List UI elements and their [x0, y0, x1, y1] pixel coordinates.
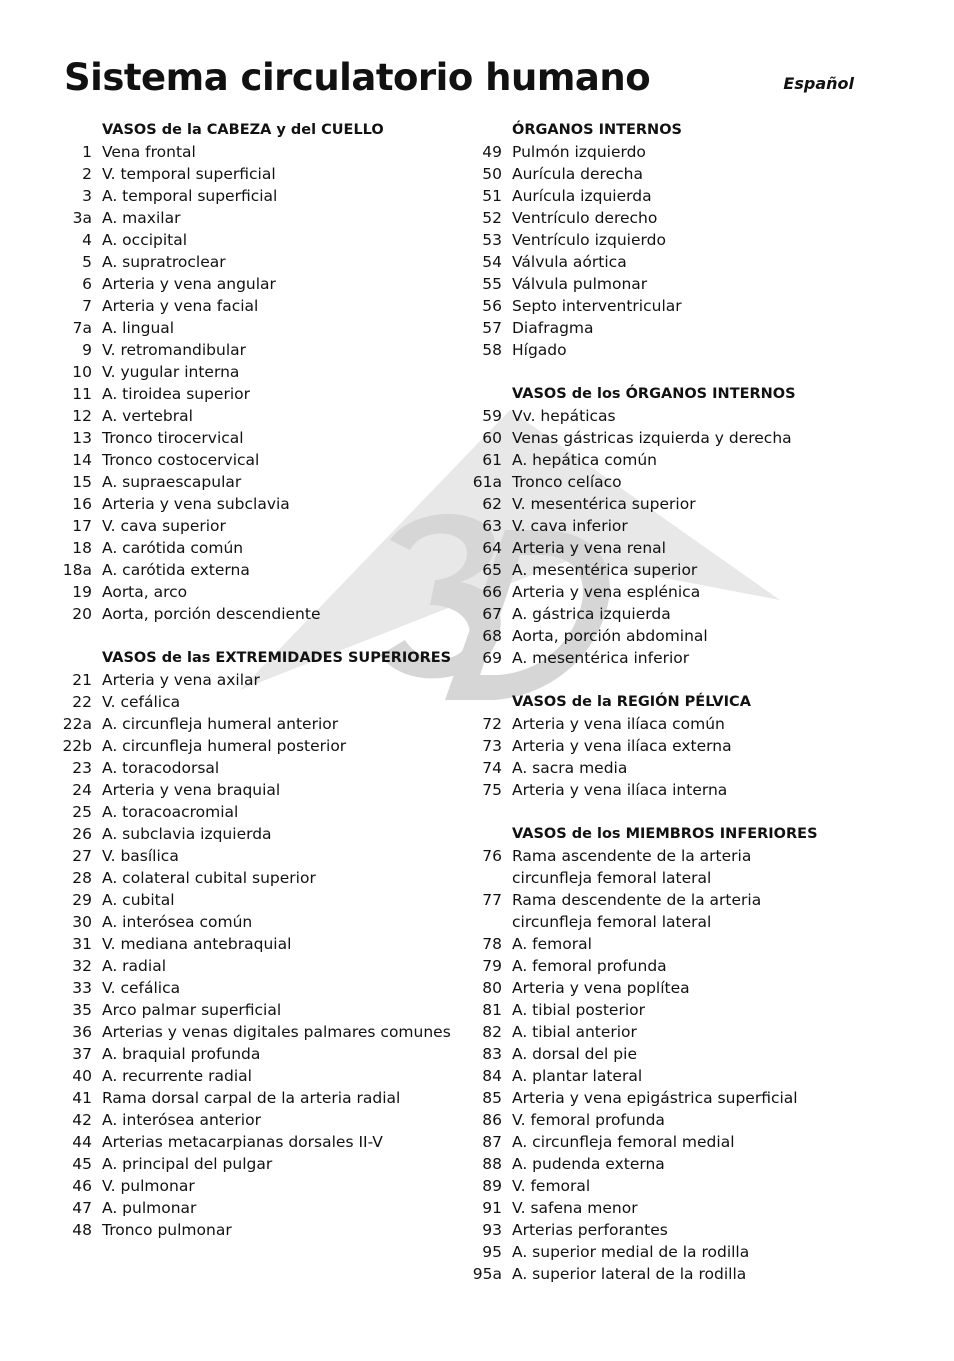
item-number: 89 [482, 1177, 502, 1195]
list-item [60, 471, 460, 493]
item-label: A. radial [102, 957, 167, 975]
list-item [470, 1087, 870, 1109]
item-number: 56 [482, 297, 502, 315]
list-item [470, 1065, 870, 1087]
item-label: Pulmón izquierdo [512, 143, 646, 161]
item-label: Rama descendente de la arteria circunfleja femoral lateral [512, 891, 762, 931]
item-number: 7 [82, 297, 92, 315]
item-label: Válvula pulmonar [512, 275, 648, 293]
item-label: A. pudenda externa [512, 1155, 665, 1173]
list-item [470, 977, 870, 999]
item-number: 83 [482, 1045, 502, 1063]
item-list [470, 141, 870, 361]
item-label: A. lingual [102, 319, 175, 337]
left-column [60, 119, 460, 1241]
list-item [470, 845, 870, 889]
item-label: A. carótida común [102, 539, 244, 557]
item-number: 33 [72, 979, 92, 997]
item-label: V. mesentérica superior [512, 495, 696, 513]
item-number: 10 [72, 363, 92, 381]
list-item [60, 141, 460, 163]
item-label: Hígado [512, 341, 567, 359]
list-item [470, 471, 870, 493]
item-label: Arterias metacarpianas dorsales II-V [102, 1133, 383, 1151]
item-label: V. yugular interna [102, 363, 240, 381]
item-label: Rama ascendente de la arteria circunfleja femoral lateral [512, 847, 752, 887]
list-item [60, 1021, 460, 1043]
list-item [60, 669, 460, 691]
item-label: V. femoral [512, 1177, 591, 1195]
list-item [470, 339, 870, 361]
item-number: 9 [82, 341, 92, 359]
item-number: 12 [72, 407, 92, 425]
item-label: A. gástrica izquierda [512, 605, 671, 623]
item-label: A. toracoacromial [102, 803, 239, 821]
item-label: Tronco tirocervical [102, 429, 244, 447]
list-item [470, 229, 870, 251]
list-item [60, 537, 460, 559]
list-item [470, 779, 870, 801]
item-label: Tronco costocervical [102, 451, 260, 469]
item-number: 80 [482, 979, 502, 997]
item-label: A. superior medial de la rodilla [512, 1243, 750, 1261]
item-number: 40 [72, 1067, 92, 1085]
item-label: Arteria y vena poplítea [512, 979, 690, 997]
item-number: 53 [482, 231, 502, 249]
list-item [470, 1109, 870, 1131]
list-item [60, 295, 460, 317]
list-item [470, 141, 870, 163]
list-item [470, 889, 870, 933]
item-list [470, 845, 870, 1285]
item-label: A. circunfleja femoral medial [512, 1133, 735, 1151]
list-item [470, 493, 870, 515]
item-number: 62 [482, 495, 502, 513]
item-number: 46 [72, 1177, 92, 1195]
item-number: 7a [72, 319, 92, 337]
list-item [470, 757, 870, 779]
item-label: A. superior lateral de la rodilla [512, 1265, 747, 1283]
item-number: 65 [482, 561, 502, 579]
list-item [60, 405, 460, 427]
item-number: 87 [482, 1133, 502, 1151]
item-number: 63 [482, 517, 502, 535]
item-label: A. tiroidea superior [102, 385, 250, 403]
item-number: 17 [72, 517, 92, 535]
item-label: A. temporal superficial [102, 187, 278, 205]
list-item [470, 1197, 870, 1219]
item-label: Rama dorsal carpal de la arteria radial [102, 1089, 401, 1107]
list-item [60, 559, 460, 581]
list-item [470, 581, 870, 603]
list-item [470, 999, 870, 1021]
item-number: 55 [482, 275, 502, 293]
item-number: 22b [62, 737, 92, 755]
item-number: 23 [72, 759, 92, 777]
list-item [60, 757, 460, 779]
section-heading: VASOS de los ÓRGANOS INTERNOS [512, 386, 796, 402]
item-label: A. pulmonar [102, 1199, 197, 1217]
right-column [470, 119, 870, 1285]
item-label: V. temporal superficial [102, 165, 276, 183]
list-item [470, 1021, 870, 1043]
list-item [60, 207, 460, 229]
item-label: A. maxilar [102, 209, 181, 227]
item-number: 82 [482, 1023, 502, 1041]
item-number: 75 [482, 781, 502, 799]
item-number: 95 [482, 1243, 502, 1261]
list-item [470, 1263, 870, 1285]
section-upper-limbs [60, 647, 460, 1241]
item-number: 49 [482, 143, 502, 161]
item-number: 41 [72, 1089, 92, 1107]
item-number: 4 [82, 231, 92, 249]
item-label: A. dorsal del pie [512, 1045, 637, 1063]
list-item [470, 449, 870, 471]
language-label: Español [783, 74, 854, 93]
item-number: 37 [72, 1045, 92, 1063]
section-heading: VASOS de las EXTREMIDADES SUPERIORES [102, 650, 452, 666]
item-label: Vena frontal [102, 143, 196, 161]
list-item [60, 317, 460, 339]
list-item [60, 581, 460, 603]
list-item [60, 977, 460, 999]
item-label: A. supraescapular [102, 473, 242, 491]
list-item [470, 251, 870, 273]
item-label: A. toracodorsal [102, 759, 220, 777]
item-label: A. colateral cubital superior [102, 869, 316, 887]
item-number: 58 [482, 341, 502, 359]
item-label: V. cava inferior [512, 517, 628, 535]
item-label: Arteria y vena ilíaca externa [512, 737, 732, 755]
list-item [470, 1175, 870, 1197]
list-item [60, 603, 460, 625]
item-list [470, 405, 870, 669]
item-number: 3a [72, 209, 92, 227]
item-number: 64 [482, 539, 502, 557]
list-item [60, 339, 460, 361]
item-list [470, 713, 870, 801]
item-label: Diafragma [512, 319, 594, 337]
list-item [60, 449, 460, 471]
list-item [60, 735, 460, 757]
list-item [470, 1131, 870, 1153]
item-number: 68 [482, 627, 502, 645]
list-item [60, 1197, 460, 1219]
item-number: 47 [72, 1199, 92, 1217]
item-number: 5 [82, 253, 92, 271]
item-number: 21 [72, 671, 92, 689]
item-number: 73 [482, 737, 502, 755]
item-number: 14 [72, 451, 92, 469]
item-number: 72 [482, 715, 502, 733]
item-number: 16 [72, 495, 92, 513]
list-item [470, 559, 870, 581]
item-label: A. vertebral [102, 407, 193, 425]
item-label: V. retromandibular [102, 341, 247, 359]
item-label: Septo interventricular [512, 297, 682, 315]
list-item [60, 911, 460, 933]
list-item [470, 1219, 870, 1241]
item-label: A. interósea común [102, 913, 253, 931]
list-item [470, 955, 870, 977]
section-internal-organs [470, 119, 870, 361]
item-label: A. recurrente radial [102, 1067, 252, 1085]
list-item [60, 251, 460, 273]
item-label: Arterias y venas digitales palmares comunes [102, 1023, 451, 1041]
item-number: 11 [72, 385, 92, 403]
item-list [60, 141, 460, 625]
section-heading: VASOS de la REGIÓN PÉLVICA [512, 694, 751, 710]
item-number: 60 [482, 429, 502, 447]
item-number: 27 [72, 847, 92, 865]
item-label: A. sacra media [512, 759, 628, 777]
item-number: 61a [472, 473, 502, 491]
item-number: 19 [72, 583, 92, 601]
list-item [60, 779, 460, 801]
list-item [470, 427, 870, 449]
item-label: V. safena menor [512, 1199, 638, 1217]
item-label: Arterias perforantes [512, 1221, 668, 1239]
list-item [60, 801, 460, 823]
item-label: Venas gástricas izquierda y derecha [512, 429, 792, 447]
list-item [470, 207, 870, 229]
list-item [60, 1087, 460, 1109]
item-label: Arteria y vena ilíaca común [512, 715, 725, 733]
section-heading: VASOS de la CABEZA y del CUELLO [102, 122, 384, 138]
item-label: Arteria y vena renal [512, 539, 666, 557]
item-number: 85 [482, 1089, 502, 1107]
list-item [470, 625, 870, 647]
item-label: Aorta, arco [102, 583, 188, 601]
list-item [470, 273, 870, 295]
page-title: Sistema circulatorio humano [64, 56, 651, 99]
item-number: 52 [482, 209, 502, 227]
item-label: A. interósea anterior [102, 1111, 261, 1129]
item-label: Válvula aórtica [512, 253, 627, 271]
item-label: A. mesentérica inferior [512, 649, 690, 667]
item-number: 81 [482, 1001, 502, 1019]
item-number: 48 [72, 1221, 92, 1239]
item-label: V. cefálica [102, 979, 181, 997]
list-item [60, 1109, 460, 1131]
list-item [470, 735, 870, 757]
item-number: 45 [72, 1155, 92, 1173]
list-item [60, 361, 460, 383]
list-item [60, 713, 460, 735]
item-label: Ventrículo izquierdo [512, 231, 666, 249]
item-label: A. subclavia izquierda [102, 825, 272, 843]
list-item [60, 933, 460, 955]
item-label: A. plantar lateral [512, 1067, 643, 1085]
item-number: 50 [482, 165, 502, 183]
list-item [60, 955, 460, 977]
list-item [60, 493, 460, 515]
list-item [470, 515, 870, 537]
item-label: A. femoral [512, 935, 592, 953]
item-label: Arteria y vena facial [102, 297, 259, 315]
list-item [470, 933, 870, 955]
list-item [470, 1153, 870, 1175]
list-item [470, 185, 870, 207]
list-item [470, 537, 870, 559]
item-number: 59 [482, 407, 502, 425]
list-item [470, 1241, 870, 1263]
item-number: 36 [72, 1023, 92, 1041]
item-number: 15 [72, 473, 92, 491]
item-label: A. occipital [102, 231, 188, 249]
item-number: 79 [482, 957, 502, 975]
item-number: 22a [62, 715, 92, 733]
item-number: 84 [482, 1067, 502, 1085]
item-number: 20 [72, 605, 92, 623]
item-number: 91 [482, 1199, 502, 1217]
list-item [60, 273, 460, 295]
item-number: 24 [72, 781, 92, 799]
item-label: A. carótida externa [102, 561, 250, 579]
item-label: Arteria y vena angular [102, 275, 276, 293]
item-label: Arteria y vena esplénica [512, 583, 701, 601]
item-label: Arteria y vena axilar [102, 671, 260, 689]
list-item [60, 823, 460, 845]
item-number: 42 [72, 1111, 92, 1129]
list-item [60, 999, 460, 1021]
list-item [60, 845, 460, 867]
item-label: Tronco pulmonar [102, 1221, 232, 1239]
item-label: V. femoral profunda [512, 1111, 665, 1129]
item-label: Aurícula izquierda [512, 187, 652, 205]
item-list [60, 669, 460, 1241]
item-number: 76 [482, 847, 502, 865]
list-item [470, 317, 870, 339]
item-label: A. tibial posterior [512, 1001, 645, 1019]
item-label: Tronco celíaco [512, 473, 622, 491]
item-number: 95a [472, 1265, 502, 1283]
list-item [60, 1219, 460, 1241]
item-number: 6 [82, 275, 92, 293]
list-item [60, 1065, 460, 1087]
item-number: 35 [72, 1001, 92, 1019]
list-item [470, 1043, 870, 1065]
item-label: Arteria y vena braquial [102, 781, 281, 799]
item-number: 69 [482, 649, 502, 667]
item-label: A. circunfleja humeral posterior [102, 737, 347, 755]
item-number: 44 [72, 1133, 92, 1151]
item-label: Arco palmar superficial [102, 1001, 282, 1019]
item-number: 18a [62, 561, 92, 579]
item-label: V. mediana antebraquial [102, 935, 292, 953]
item-number: 2 [82, 165, 92, 183]
item-number: 13 [72, 429, 92, 447]
item-label: Aurícula derecha [512, 165, 643, 183]
item-label: Vv. hepáticas [512, 407, 616, 425]
item-label: Aorta, porción descendiente [102, 605, 321, 623]
item-label: A. principal del pulgar [102, 1155, 273, 1173]
list-item [60, 163, 460, 185]
list-item [470, 163, 870, 185]
item-number: 74 [482, 759, 502, 777]
item-number: 1 [82, 143, 92, 161]
item-number: 86 [482, 1111, 502, 1129]
list-item [60, 383, 460, 405]
section-lower-limbs [470, 823, 870, 1285]
item-number: 78 [482, 935, 502, 953]
section-heading: VASOS de los MIEMBROS INFERIORES [512, 826, 818, 842]
list-item [470, 647, 870, 669]
item-label: V. pulmonar [102, 1177, 195, 1195]
item-number: 54 [482, 253, 502, 271]
item-label: A. cubital [102, 891, 175, 909]
section-heading: ÓRGANOS INTERNOS [512, 122, 682, 138]
list-item [60, 867, 460, 889]
list-item [60, 427, 460, 449]
item-number: 77 [482, 891, 502, 909]
item-label: V. cefálica [102, 693, 181, 711]
list-item [470, 603, 870, 625]
item-number: 61 [482, 451, 502, 469]
section-head-neck [60, 119, 460, 625]
list-item [60, 1131, 460, 1153]
list-item [60, 889, 460, 911]
item-number: 93 [482, 1221, 502, 1239]
item-label: V. cava superior [102, 517, 226, 535]
list-item [60, 1153, 460, 1175]
item-number: 88 [482, 1155, 502, 1173]
list-item [470, 713, 870, 735]
item-label: Arteria y vena ilíaca interna [512, 781, 728, 799]
item-label: Aorta, porción abdominal [512, 627, 708, 645]
item-number: 25 [72, 803, 92, 821]
item-number: 3 [82, 187, 92, 205]
list-item [60, 1175, 460, 1197]
item-number: 30 [72, 913, 92, 931]
item-number: 57 [482, 319, 502, 337]
list-item [60, 1043, 460, 1065]
item-label: A. supratroclear [102, 253, 226, 271]
item-number: 51 [482, 187, 502, 205]
item-label: Arteria y vena subclavia [102, 495, 290, 513]
section-pelvic-region [470, 691, 870, 801]
list-item [60, 691, 460, 713]
item-label: V. basílica [102, 847, 179, 865]
list-item [470, 295, 870, 317]
list-item [470, 405, 870, 427]
item-number: 28 [72, 869, 92, 887]
item-label: A. braquial profunda [102, 1045, 261, 1063]
item-label: A. circunfleja humeral anterior [102, 715, 339, 733]
section-organ-vessels [470, 383, 870, 669]
item-label: A. femoral profunda [512, 957, 667, 975]
item-label: A. hepática común [512, 451, 657, 469]
item-number: 67 [482, 605, 502, 623]
item-number: 29 [72, 891, 92, 909]
item-number: 22 [72, 693, 92, 711]
item-number: 18 [72, 539, 92, 557]
item-label: Arteria y vena epigástrica superficial [512, 1089, 798, 1107]
item-label: A. mesentérica superior [512, 561, 698, 579]
item-number: 32 [72, 957, 92, 975]
item-number: 66 [482, 583, 502, 601]
item-label: Ventrículo derecho [512, 209, 658, 227]
item-number: 31 [72, 935, 92, 953]
list-item [60, 229, 460, 251]
list-item [60, 185, 460, 207]
item-number: 26 [72, 825, 92, 843]
item-label: A. tibial anterior [512, 1023, 637, 1041]
list-item [60, 515, 460, 537]
